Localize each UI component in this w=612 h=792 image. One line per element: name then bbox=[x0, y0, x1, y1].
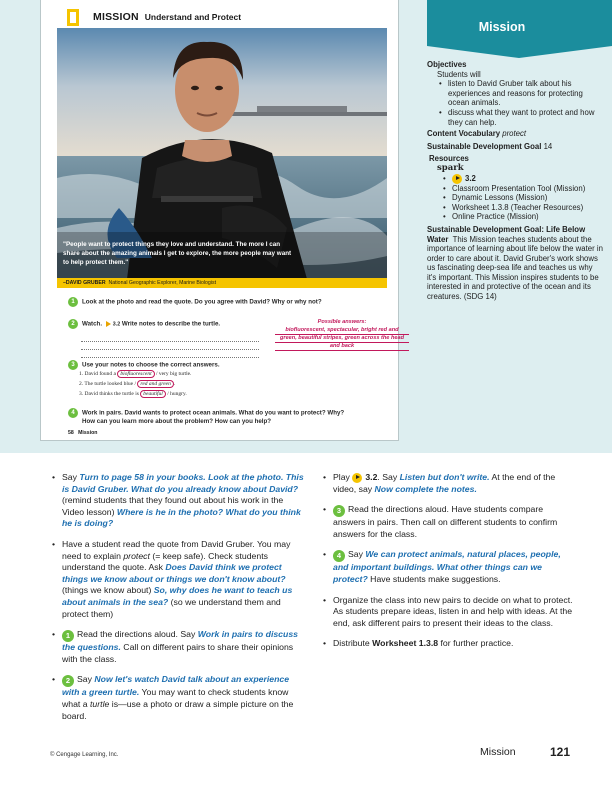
objective-item: • listen to David Gruber talk about his experiences and reasons for protecting ocean animals. bbox=[437, 79, 603, 108]
note-bullet bbox=[52, 472, 304, 530]
student-page-thumbnail bbox=[40, 0, 405, 441]
worksheet-name: Worksheet 1.3.8 bbox=[372, 638, 439, 649]
student-item-3 bbox=[68, 360, 220, 370]
note-text: Distribute bbox=[333, 638, 373, 649]
say-text: We can protect animals, natural places, people, and important buildings. What other things can we protect? bbox=[333, 549, 561, 584]
note-bullet bbox=[323, 472, 577, 495]
student-item-2-video: 3.2 bbox=[112, 321, 121, 328]
step-2-badge: 2 bbox=[62, 675, 74, 687]
note-text: Read the directions aloud. Say bbox=[77, 629, 198, 640]
note-text: (things we know about) bbox=[62, 585, 154, 596]
say-text: Listen but don't write. bbox=[399, 472, 490, 482]
item-3-s3-a: 3. David thinks the turtle is bbox=[79, 391, 139, 397]
student-item-1-text: Look at the photo and read the quote. Do you agree with David? Why or why not? bbox=[82, 298, 322, 306]
note-text: Play bbox=[333, 472, 353, 482]
step-3-badge: 3 bbox=[68, 360, 78, 370]
item-3-sentence-3 bbox=[79, 390, 187, 398]
say-text: So, why does he want to teach us about animals in the sea? bbox=[62, 585, 293, 607]
video-play-icon bbox=[452, 174, 462, 184]
note-bullet bbox=[323, 595, 577, 630]
note-text: for further practice. bbox=[438, 638, 514, 649]
item-3-s3-b: / hungry. bbox=[167, 391, 187, 397]
content-vocabulary bbox=[427, 129, 603, 139]
resource-video bbox=[441, 174, 603, 184]
note-bullet bbox=[323, 549, 577, 585]
student-item-2-watch: Watch. bbox=[82, 320, 103, 328]
note-term: protect bbox=[123, 550, 150, 561]
note-text: is—use a photo or draw a simple picture on the board. bbox=[62, 698, 294, 721]
step-1-badge: 1 bbox=[68, 297, 78, 307]
video-number: 3.2 bbox=[365, 472, 378, 482]
national-geographic-logo-icon bbox=[67, 9, 79, 26]
say-text: Does David think we protect things we know about or things we don't know about? bbox=[62, 562, 286, 584]
sdg-goal-heading: Sustainable Development Goal: Life Below Water bbox=[427, 224, 586, 244]
mission-tab-title: Mission bbox=[478, 20, 526, 34]
note-text: Say bbox=[62, 472, 80, 482]
answer-line-2 bbox=[275, 342, 409, 343]
students-will: Students will bbox=[437, 69, 481, 79]
student-item-4-text-2: How can you learn more about the problem? How can you help? bbox=[82, 418, 272, 426]
item-3-s1-b: / very big turtle. bbox=[155, 371, 192, 377]
item-3-s2-b: blue / bbox=[123, 381, 137, 387]
step-2-badge: 2 bbox=[68, 319, 78, 329]
say-text: Turn to page 58 in your books. Look at the photo. This is David Gruber. What do you already know about David? bbox=[62, 472, 304, 494]
note-bullet bbox=[323, 504, 577, 540]
mission-tab-arrow bbox=[427, 46, 612, 58]
sdg-goal-text: This Mission teaches students about the importance of learning about life below the water in order to care about it. David Gruber's work shows us fascinating deep-sea life and teaches us why it's important. This Mission inspires students to be interested in and protective of the ocean and its creatures. (SDG 14) bbox=[427, 234, 603, 302]
resources-heading: Resources bbox=[429, 154, 469, 164]
item-3-s2-c: . bbox=[173, 381, 176, 387]
item-3-sentence-1 bbox=[79, 370, 191, 378]
note-text: Have students make suggestions. bbox=[367, 573, 501, 584]
lesson-panel bbox=[427, 60, 603, 302]
video-play-icon bbox=[106, 321, 111, 327]
note-text: (= keep safe). Check students understand the quote. Ask bbox=[62, 550, 268, 573]
student-item-4-text-1: Work in pairs. David wants to protect ocean animals. What do you want to protect? Why? bbox=[82, 409, 345, 417]
resource-video-number: 3.2 bbox=[465, 173, 476, 183]
student-page-footer-label: Mission bbox=[78, 430, 98, 436]
student-page-header bbox=[67, 8, 241, 26]
note-text: Say bbox=[77, 674, 95, 685]
note-bullet bbox=[323, 638, 577, 650]
student-item-4 bbox=[68, 408, 398, 427]
student-page-number: 58 bbox=[68, 430, 74, 436]
sdg-heading: Sustainable Development Goal bbox=[427, 141, 542, 151]
step-1-badge: 1 bbox=[62, 630, 74, 642]
possible-answers-text: biofluorescent, spectacular, bright red and green, beautiful stripes, green across the head and back bbox=[279, 327, 405, 349]
note-text: (remind students that they found out about his work in the Video lesson) bbox=[62, 495, 284, 517]
resources-list bbox=[427, 174, 603, 222]
note-bullet bbox=[52, 629, 304, 665]
note-bullet bbox=[52, 674, 304, 722]
say-text: Now complete the notes. bbox=[374, 483, 477, 494]
answer-line-3 bbox=[275, 350, 409, 351]
explorer-credit-title: National Geographic Explorer, Marine Biologist bbox=[108, 280, 217, 286]
student-item-3-text: Use your notes to choose the correct answers. bbox=[82, 361, 220, 369]
student-page-footer bbox=[68, 430, 97, 436]
video-play-icon bbox=[352, 473, 362, 483]
teacher-notes-right bbox=[323, 472, 577, 659]
notes-line-3 bbox=[81, 357, 259, 358]
note-text: Read the directions aloud. Have students compare answers in pairs. Then call on different students to confirm answers for the class. bbox=[333, 504, 558, 539]
student-page-mission-word: MISSION bbox=[93, 11, 139, 23]
student-page-mission-subtitle: Understand and Protect bbox=[144, 12, 242, 22]
item-3-s2-answer: red and green bbox=[137, 380, 173, 388]
explorer-quote: "People want to protect things they love and understand. The more I can share about the amazing animals I get to explore, the more people may want to help protect them." bbox=[63, 241, 292, 266]
item-3-sentence-2 bbox=[79, 380, 175, 388]
notes-line-2 bbox=[81, 349, 259, 350]
note-text: . Say bbox=[377, 472, 400, 482]
explorer-credit bbox=[57, 278, 387, 288]
footer-section-label: Mission bbox=[480, 746, 516, 758]
content-vocabulary-word: protect bbox=[502, 129, 527, 139]
sdg-goal-block bbox=[427, 225, 603, 302]
answer-line-1 bbox=[275, 334, 409, 335]
possible-answers-label: Possible answers: bbox=[317, 319, 367, 325]
student-item-2 bbox=[68, 319, 220, 329]
note-text: Call on different pairs to share their opinions with the class. bbox=[62, 642, 294, 664]
resource-item: • Online Practice (Mission) bbox=[441, 212, 603, 222]
say-text: Where is he in the photo? What do you think he is doing? bbox=[62, 506, 301, 529]
sdg-line bbox=[427, 142, 603, 152]
objectives-heading: Objectives bbox=[427, 60, 467, 69]
resource-item: • Worksheet 1.3.8 (Teacher Resources) bbox=[441, 203, 603, 213]
resource-item: • Classroom Presentation Tool (Mission) bbox=[441, 184, 603, 194]
item-3-s1-a: 1. David found a bbox=[79, 371, 116, 377]
note-text: Organize the class into new pairs to decide on what to protect. As students prepare ideas, listen in and help with ideas. At the end, ask different pairs to present their ideas to the class. bbox=[333, 594, 573, 628]
spark-label: spark bbox=[437, 162, 464, 173]
objectives-list bbox=[427, 79, 603, 127]
student-item-2-text: Write notes to describe the turtle. bbox=[121, 320, 221, 328]
note-term: turtle bbox=[90, 698, 110, 709]
step-4-badge: 4 bbox=[68, 408, 78, 418]
note-text: Say bbox=[348, 549, 366, 560]
content-vocabulary-heading: Content Vocabulary bbox=[427, 129, 501, 139]
step-4-badge: 4 bbox=[333, 550, 345, 562]
say-text: Now let's watch David talk about an experience with a green turtle. bbox=[62, 674, 290, 698]
step-3-badge: 3 bbox=[333, 505, 345, 517]
note-text: Have a student read the quote from David Gruber. You may need to explain bbox=[62, 538, 291, 561]
item-3-s2-a: 2. The turtle looked bbox=[79, 381, 123, 387]
say-text: Work in pairs to discuss the questions. bbox=[62, 629, 298, 653]
page-number: 121 bbox=[550, 745, 571, 759]
objective-item: • discuss what they want to protect and how they can help. bbox=[437, 108, 603, 127]
note-text: At the end of the video, say bbox=[333, 472, 556, 494]
explorer-credit-name: –DAVID GRUBER bbox=[63, 280, 106, 286]
sdg-number: 14 bbox=[543, 141, 553, 151]
notes-line-1 bbox=[81, 341, 259, 342]
teacher-notes-left bbox=[52, 472, 304, 731]
note-text: You may want to check students know what a bbox=[62, 687, 289, 709]
note-bullet bbox=[52, 539, 304, 620]
student-item-1 bbox=[68, 297, 322, 307]
item-3-s3-answer: beautiful bbox=[140, 390, 166, 398]
copyright: © Cengage Learning, Inc. bbox=[50, 752, 119, 758]
resource-item: • Dynamic Lessons (Mission) bbox=[441, 193, 603, 203]
note-text: (so we understand them and protect them) bbox=[62, 596, 281, 619]
item-3-s1-answer: biofluorescent bbox=[117, 370, 154, 378]
